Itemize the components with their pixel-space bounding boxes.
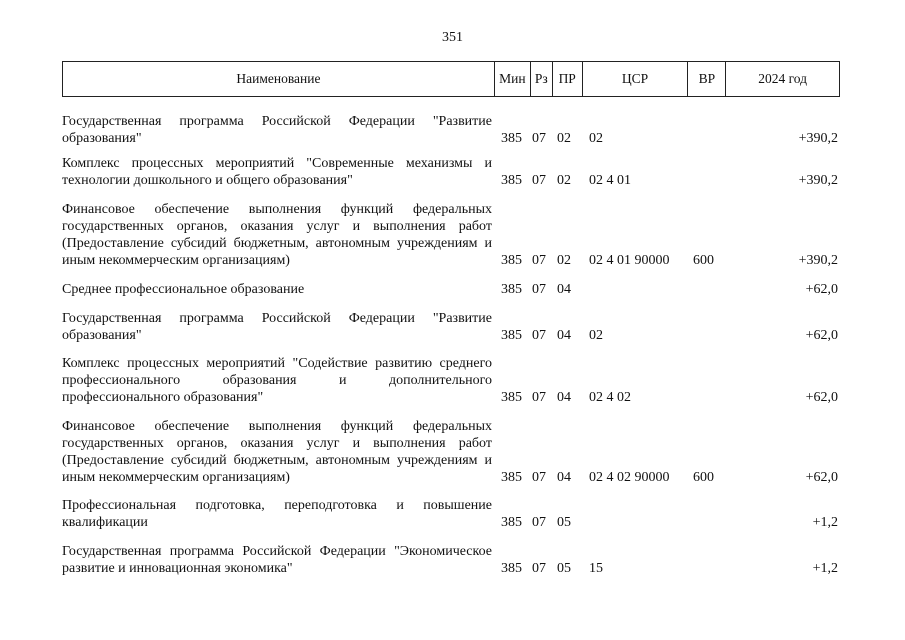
row-rz: 07 [532, 515, 546, 530]
header-csr: ЦСР [582, 62, 688, 96]
header-year: 2024 год [725, 62, 839, 96]
table-row [62, 155, 840, 189]
row-min: 385 [501, 390, 522, 405]
table-header [62, 61, 840, 97]
row-pr: 04 [557, 470, 571, 485]
row-name: Профессиональная подготовка, переподготовка и повышение квалификации [62, 498, 492, 530]
row-amount: +62,0 [805, 328, 838, 343]
header-vr: ВР [687, 62, 725, 96]
row-amount: +390,2 [798, 253, 838, 268]
row-csr: 15 [589, 561, 603, 576]
row-pr: 04 [557, 328, 571, 343]
row-min: 385 [501, 515, 522, 530]
row-amount: +62,0 [805, 282, 838, 297]
row-min: 385 [501, 328, 522, 343]
row-pr: 02 [557, 131, 571, 146]
row-name: Государственная программа Российской Федерации "Развитие образования" [62, 311, 492, 343]
table-row [62, 281, 840, 298]
row-min: 385 [501, 282, 522, 297]
table-row [62, 543, 840, 577]
table-row [62, 418, 840, 486]
row-name: Среднее профессиональное образование [62, 282, 305, 297]
row-rz: 07 [532, 470, 546, 485]
table-row [62, 201, 840, 269]
row-pr: 05 [557, 515, 571, 530]
row-amount: +390,2 [798, 131, 838, 146]
header-pr: ПР [552, 62, 582, 96]
row-amount: +390,2 [798, 173, 838, 188]
table-row [62, 310, 840, 344]
row-min: 385 [501, 470, 522, 485]
row-name: Финансовое обеспечение выполнения функций федеральных государственных органов, оказания услуг и выполнения работ (Предоставление субсидий бюджетным, автономным учреждениям и иным некоммерческим организациям) [62, 419, 492, 485]
row-name: Государственная программа Российской Федерации "Развитие образования" [62, 114, 492, 146]
row-name: Государственная программа Российской Федерации "Экономическое развитие и инновационная экономика" [62, 544, 492, 576]
table-row [62, 497, 840, 531]
row-pr: 02 [557, 173, 571, 188]
table-row [62, 113, 840, 147]
page-number: 351 [442, 30, 463, 45]
row-vr: 600 [693, 470, 714, 485]
row-pr: 02 [557, 253, 571, 268]
row-name: Комплекс процессных мероприятий "Современные механизмы и технологии дошкольного и общего образования" [62, 156, 492, 188]
row-rz: 07 [532, 282, 546, 297]
row-name: Финансовое обеспечение выполнения функций федеральных государственных органов, оказания услуг и выполнения работ (Предоставление субсидий бюджетным, автономным учреждениям и иным некоммерческим организациям) [62, 202, 492, 268]
row-vr: 600 [693, 253, 714, 268]
row-amount: +1,2 [812, 561, 838, 576]
row-rz: 07 [532, 561, 546, 576]
row-min: 385 [501, 173, 522, 188]
row-rz: 07 [532, 390, 546, 405]
header-name: Наименование [236, 71, 321, 86]
row-amount: +62,0 [805, 470, 838, 485]
row-name: Комплекс процессных мероприятий "Содействие развитию среднего профессионального образования и дополнительного профессионального образования" [62, 356, 492, 405]
row-rz: 07 [532, 173, 546, 188]
row-amount: +62,0 [805, 390, 838, 405]
row-csr: 02 4 02 [589, 390, 631, 405]
row-csr: 02 [589, 131, 603, 146]
row-pr: 04 [557, 282, 571, 297]
row-rz: 07 [532, 131, 546, 146]
row-pr: 04 [557, 390, 571, 405]
row-min: 385 [501, 253, 522, 268]
row-csr: 02 [589, 328, 603, 343]
table-row [62, 355, 840, 406]
row-csr: 02 4 01 90000 [589, 253, 670, 268]
header-min: Мин [494, 62, 530, 96]
row-csr: 02 4 02 90000 [589, 470, 670, 485]
row-pr: 05 [557, 561, 571, 576]
header-rz: Рз [530, 62, 552, 96]
row-min: 385 [501, 131, 522, 146]
row-rz: 07 [532, 328, 546, 343]
row-rz: 07 [532, 253, 546, 268]
row-csr: 02 4 01 [589, 173, 631, 188]
row-amount: +1,2 [812, 515, 838, 530]
row-min: 385 [501, 561, 522, 576]
